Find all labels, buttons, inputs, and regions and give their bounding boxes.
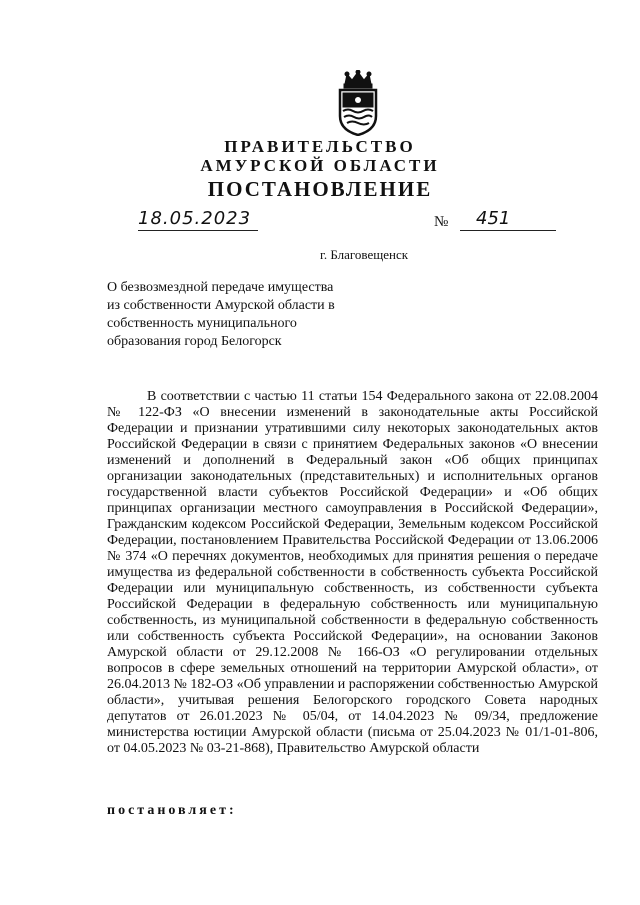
organization-name-line2: АМУРСКОЙ ОБЛАСТИ <box>200 156 440 175</box>
organization-name-line1: ПРАВИТЕЛЬСТВО <box>224 137 416 156</box>
document-number: 451 <box>460 207 556 231</box>
document-body <box>107 389 598 757</box>
document-subject: О безвозмездной передаче имущества из собственности Амурской области в собственность муниципального образования город Белогорск <box>107 280 335 349</box>
decree-word: постановляет: <box>107 803 237 818</box>
city-location: г. Благовещенск <box>320 247 409 262</box>
document-date: 18.05.2023 <box>138 207 258 231</box>
coat-of-arms-emblem <box>331 70 385 136</box>
document-type-title: ПОСТАНОВЛЕНИЕ <box>207 177 433 201</box>
body-paragraph: В соответствии с частью 11 статьи 154 Федерального закона от 22.08.2004 № 122-ФЗ «О внесении изменений в законодательные акты Российской Федерации и признании утратившими силу некоторых законодательных актов Российской Федерации в связи с принятием Федеральных законов «О внесении изменений и дополнений в Федеральный закон «Об общих принципах организации законодательных (представительных) и исполнительных органов государственной власти субъектов Российской Федерации» и «Об общих принципах организации местного самоуправления в Российской Федерации», Гражданским кодексом Российской Федерации, Земельным кодексом Российской Федерации, постановлением Правительства Российской Федерации от 13.06.2006 № 374 «О перечнях документов, необходимых для принятия решения о передаче имущества из федеральной собственности в собственность субъекта Российской Федерации или муниципальную собственность, из собственности субъекта Российской Федерации в федеральную собственность или муниципальную собственность, из муниципальной собственности в федеральную собственность или собственность субъекта Российской Федерации», на основании Законов Амурской области от 29.12.2008 № 166-ОЗ «О регулировании отдельных вопросов в сфере земельных отношений на территории Амурской области», от 26.04.2013 № 182-ОЗ «Об управлении и распоряжении собственностью Амурской области», учитывая решения Белогорского городского Совета народных депутатов от 26.01.2023 № 05/04, от 14.04.2023 № 09/34, предложение министерства юстиции Амурской области (письма от 25.04.2023 № 01/1-01-806, от 04.05.2023 № 03-21-868), Правительство Амурской области <box>107 389 598 756</box>
document-number-label: № <box>434 214 449 230</box>
